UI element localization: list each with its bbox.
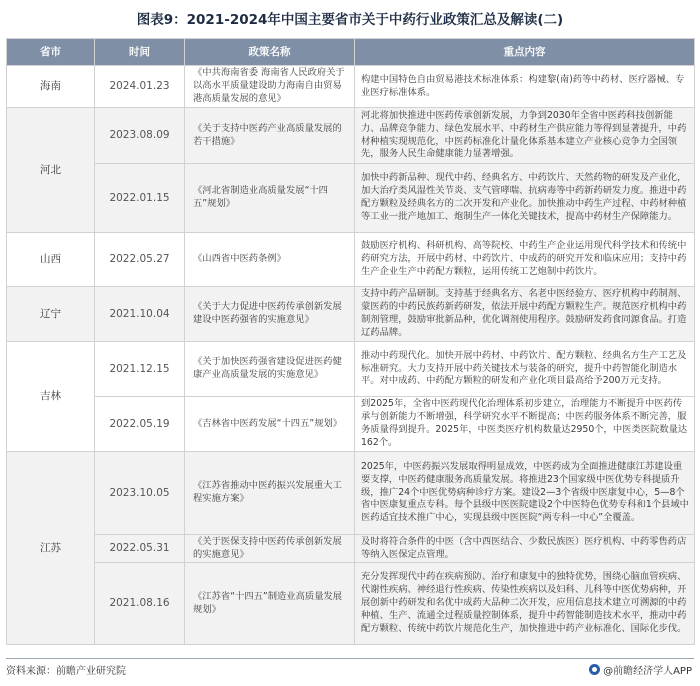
policy-name-cell: 《关于大力促进中医药传承创新发展建设中医药强省的实施意见》: [185, 287, 355, 342]
province-cell: 江苏: [7, 452, 95, 645]
header-date: 时间: [95, 39, 185, 66]
policy-table: [6, 38, 695, 645]
content-cell: 加快中药新品种、现代中药、经典名方、中药饮片、天然药物的研发及产业化，加大治疗类风湿性关节炎、支气管哮喘、抗病毒等中药新药研发力度。推进中药配方颗粒及经典名方的二次开发和产业化。加快推动中药生产过程、中药材种植等工业一批产地加工、炮制生产一体化关键技术，提高中药材生产保障能力。: [355, 164, 695, 233]
table-header-row: [7, 39, 695, 66]
table-row: [7, 164, 695, 233]
date-cell: 2022.05.27: [95, 233, 185, 287]
date-cell: 2021.12.15: [95, 342, 185, 397]
content-cell: 河北将加快推进中医药传承创新发展，力争到2030年全省中医药科技创新能力、品牌竞争能力、绿色发展水平、中药材生产供应能力等得到显著提升，中药材种植实现规范化，中医药标准化计量化体系基本建立产业核心竞争力全国领先，服务人民生命健康能力显著增强。: [355, 108, 695, 164]
province-cell: 吉林: [7, 342, 95, 452]
province-cell: 辽宁: [7, 287, 95, 342]
policy-name-cell: 《江苏省“十四五”制造业高质量发展规划》: [185, 563, 355, 645]
table-row: [7, 233, 695, 287]
date-cell: 2023.10.05: [95, 452, 185, 535]
content-cell: 及时将符合条件的中医（含中西医结合、少数民族医）医疗机构、中药零售药店等纳入医保定点管理。: [355, 535, 695, 563]
header-province: 省市: [7, 39, 95, 66]
content-cell: 支持中药产品研制。支持基于经典名方、名老中医经验方、医疗机构中药制剂、蒙医药的中药民族药新药研发，依法开展中药配方颗粒生产。规范医疗机构中药制剂管理，鼓励审批新品种，优化调剂使用程序。鼓励研发药食同源食品。打造辽药品牌。: [355, 287, 695, 342]
source-note: 资料来源：前瞻产业研究院: [6, 666, 126, 677]
table-row: [7, 287, 695, 342]
table-row: [7, 66, 695, 108]
table-row: [7, 397, 695, 452]
policy-name-cell: 《河北省制造业高质量发展“十四五”规划》: [185, 164, 355, 233]
policy-name-cell: 《山西省中医药条例》: [185, 233, 355, 287]
date-cell: 2021.08.16: [95, 563, 185, 645]
chart-title: 图表9：2021-2024年中国主要省市关于中药行业政策汇总及解读(二): [136, 12, 564, 28]
policy-name-cell: 《关于加快医药强省建设促进医药健康产业高质量发展的实施意见》: [185, 342, 355, 397]
date-cell: 2024.01.23: [95, 66, 185, 108]
footer-divider: [6, 658, 694, 659]
date-cell: 2022.05.31: [95, 535, 185, 563]
content-cell: 鼓励医疗机构、科研机构、高等院校、中药生产企业运用现代科学技术和传统中药研究方法，开展中药材、中药饮片、中成药的研究开发和临床应用；支持中药生产企业生产中药配方颗粒，运用传统工艺炮制中药饮片。: [355, 233, 695, 287]
brand-text: @前瞻经济学人APP: [603, 666, 692, 677]
province-cell: 海南: [7, 66, 95, 108]
date-cell: 2022.01.15: [95, 164, 185, 233]
policy-name-cell: 《吉林省中医药发展“十四五”规划》: [185, 397, 355, 452]
qianzhan-logo-icon: [589, 664, 600, 675]
table-row: [7, 535, 695, 563]
table-row: [7, 342, 695, 397]
policy-table-frame: [6, 38, 694, 655]
content-cell: 充分发挥现代中药在疾病预防、治疗和康复中的独特优势，围绕心脑血管疾病、代谢性疾病、神经退行性疾病、传染性疾病以及妇科、儿科等中医优势病种，开展创新中药研发和名优中成药大品种二次开发，应用信息技术建立可溯源的中药种植、生产、流通全过程质量控制体系，提升中药智能制造技术水平，推动中药配方颗粒、传统中药饮片规范化生产，加快推进中药产业标准化、国际化步伐。: [355, 563, 695, 645]
policy-name-cell: 《关于医保支持中医药传承创新发展的实施意见》: [185, 535, 355, 563]
table-row: [7, 452, 695, 535]
province-cell: 山西: [7, 233, 95, 287]
date-cell: 2023.08.09: [95, 108, 185, 164]
table-row: [7, 108, 695, 164]
table-row: [7, 563, 695, 645]
header-content: 重点内容: [355, 39, 695, 66]
header-policy: 政策名称: [185, 39, 355, 66]
content-cell: 2025年，中医药振兴发展取得明显成效，中医药成为全面推进健康江苏建设重要支撑，中医药健康服务高质量发展。将推进23个国家级中医优势专科提质升级，推广24个中医优势病种诊疗方案。建设2—3个省级中医康复中心，5—8个省中医康复重点专科。每个县级中医医院建设2个中医特色优势专科和1个县域中医药适宜技术推广中心，实现县级中医医院“两专科一中心”全覆盖。: [355, 452, 695, 535]
policy-name-cell: 《关于支持中医药产业高质量发展的若干措施》: [185, 108, 355, 164]
policy-name-cell: 《江苏省推动中医药振兴发展重大工程实施方案》: [185, 452, 355, 535]
content-cell: 推动中药现代化。加快开展中药材、中药饮片、配方颗粒、经典名方生产工艺及标准研究。大力支持开展中药关键技术与装备的研究，提升中药智能化制造水平。对中成药、中药配方颗粒的研发和产业化项目最高给予200万元支持。: [355, 342, 695, 397]
date-cell: 2021.10.04: [95, 287, 185, 342]
brand-credit: [589, 662, 692, 677]
content-cell: 到2025年，全省中医药现代化治理体系初步建立，治理能力不断提升中医药传承与创新能力不断增强，科学研究水平不断提高；中医药服务体系不断完善，服务质量得到提升。2025年，中医类医疗机构数量达2950个，中医类医院数量达162个。: [355, 397, 695, 452]
province-cell: 河北: [7, 108, 95, 233]
content-cell: 构建中国特色自由贸易港技术标准体系：构建黎(南)药等中药材、医疗器械、专业医疗标准体系。: [355, 66, 695, 108]
date-cell: 2022.05.19: [95, 397, 185, 452]
policy-name-cell: 《中共海南省委 海南省人民政府关于以高水平质量建设助力海南自由贸易港高质量发展的意见》: [185, 66, 355, 108]
